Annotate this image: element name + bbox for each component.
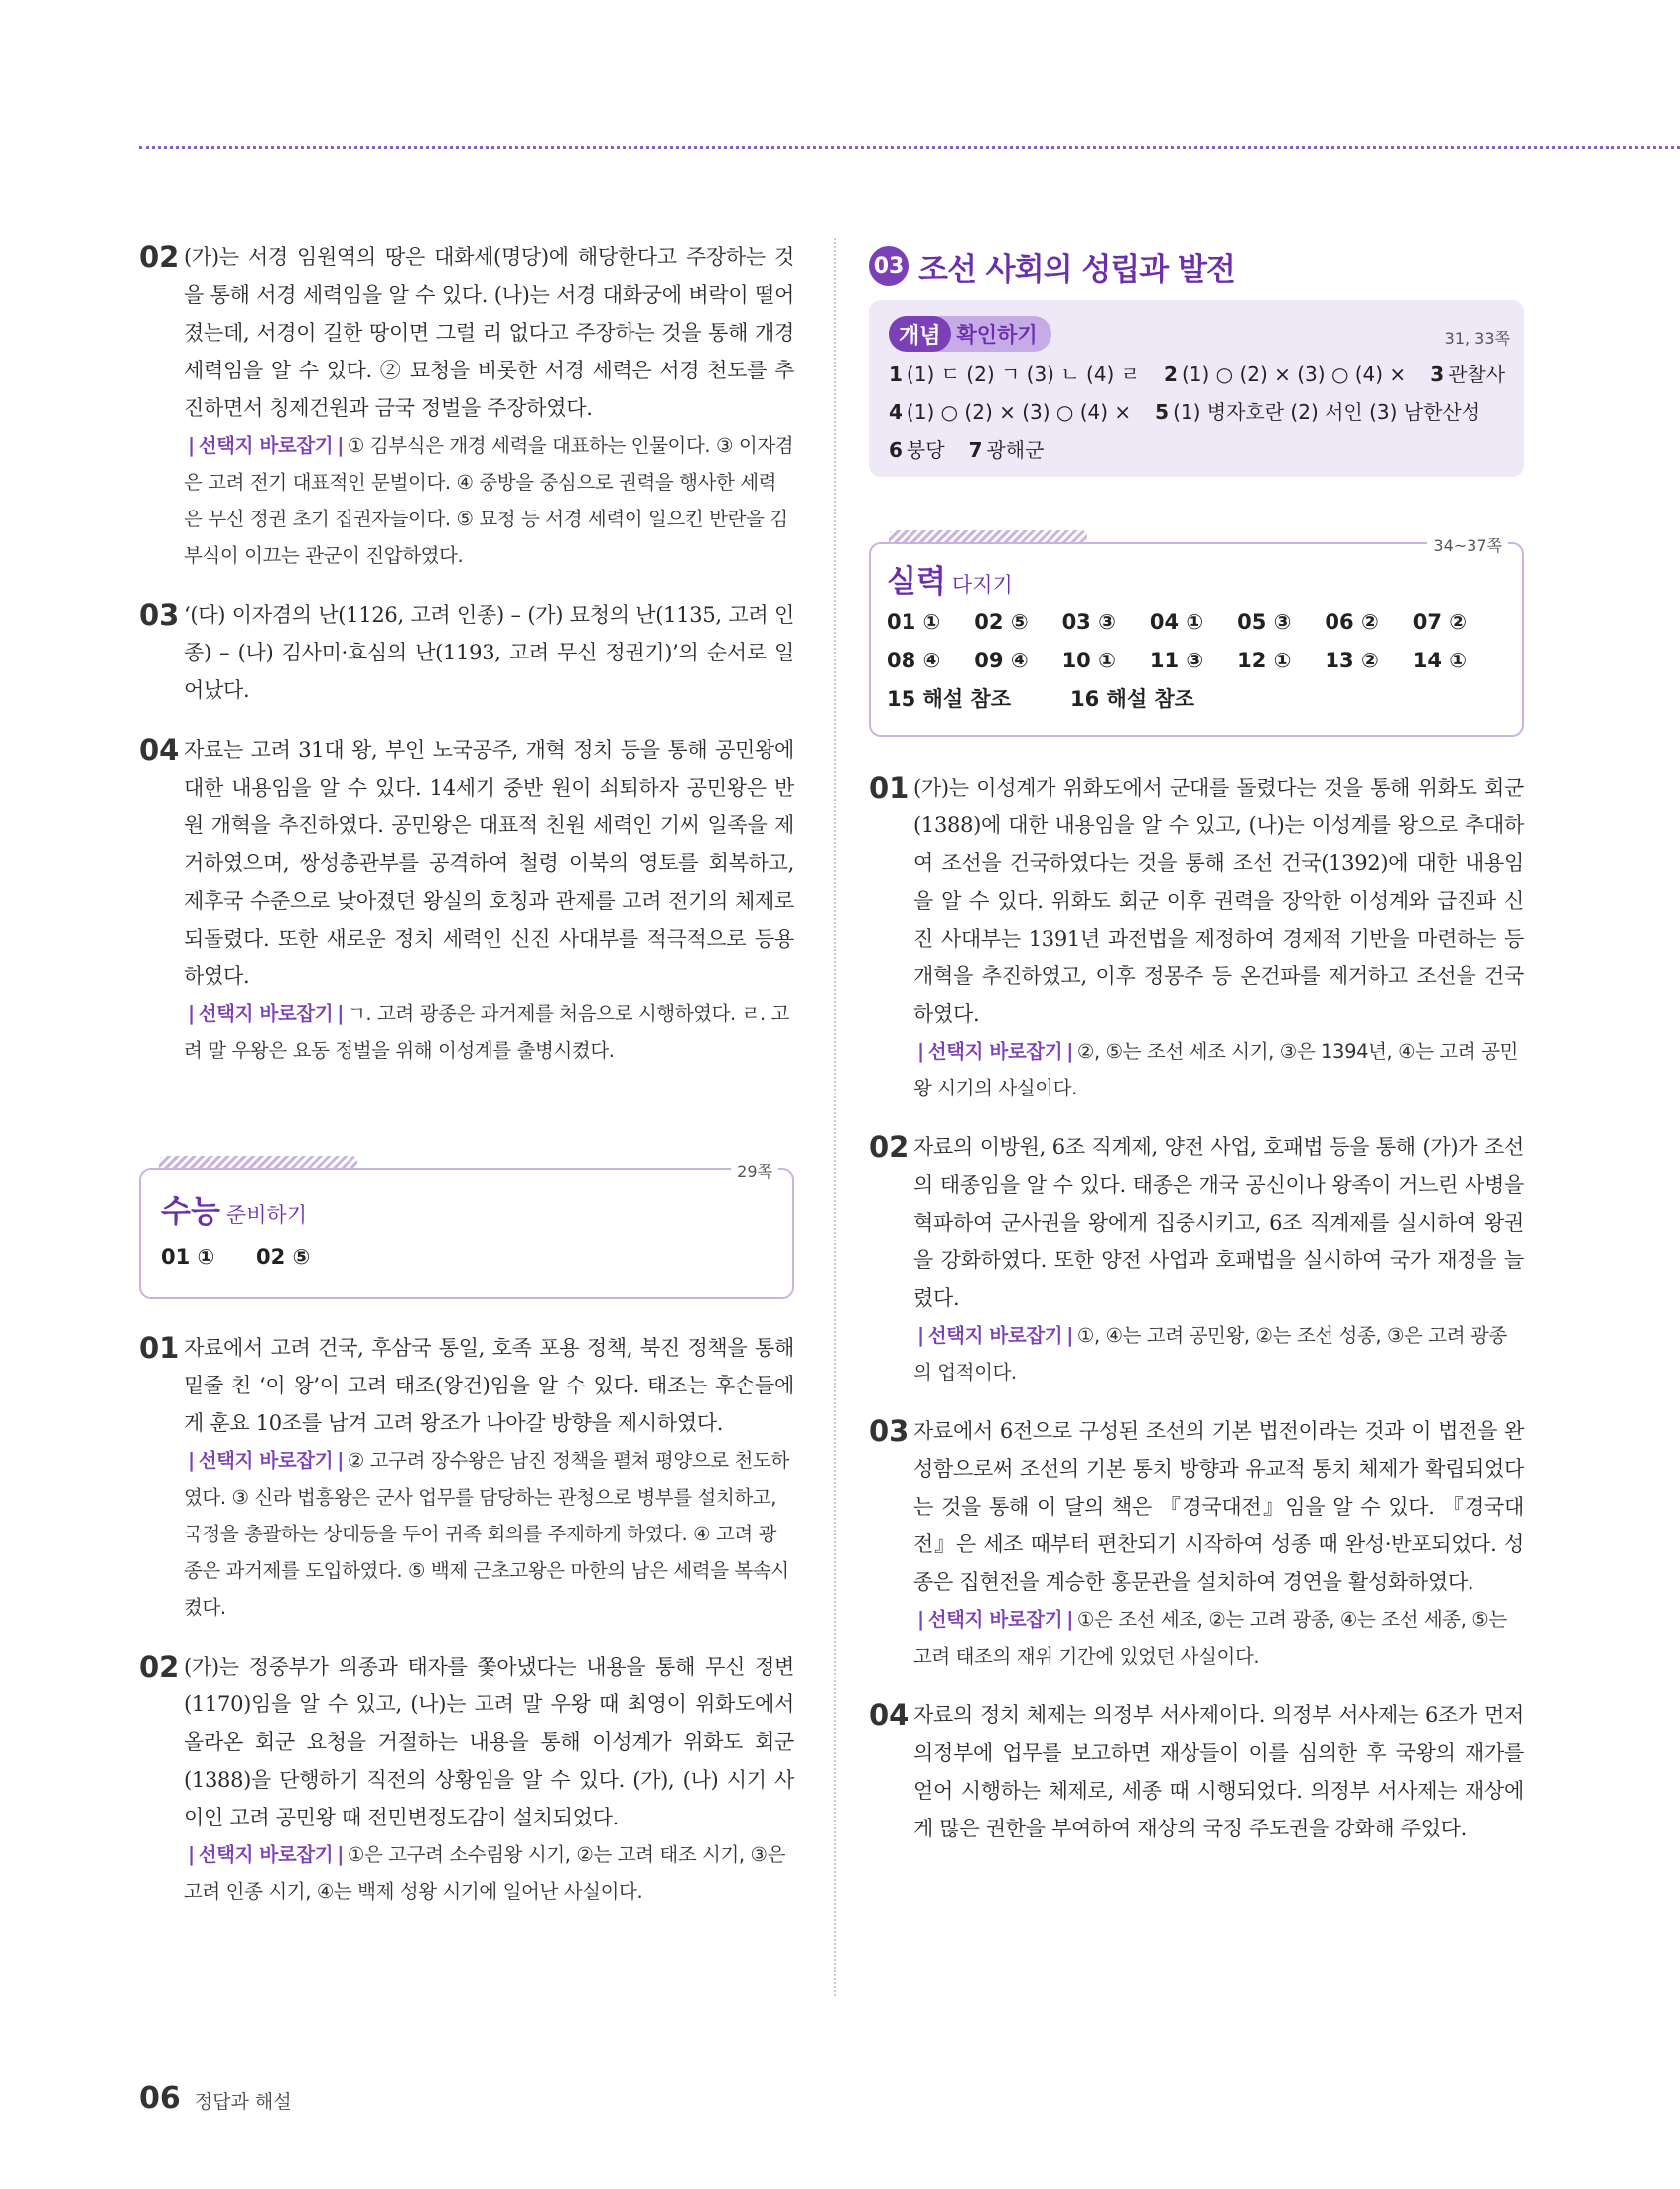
- choice-bar-left: |: [188, 1449, 195, 1472]
- item-number: 04: [869, 1698, 910, 1732]
- choice-bar-right: |: [337, 1843, 344, 1866]
- gaenyeom-val: (1) ㄷ (2) ㄱ (3) ㄴ (4) ㄹ: [906, 363, 1141, 386]
- left-explanations-b: [139, 1329, 794, 1910]
- choice-text: ㄱ. 고려 광종은 과거제를 처음으로 시행하였다. ㄹ. 고려 말 우왕은 요동 정벌을 위해 이성계를 출병시켰다.: [184, 1002, 790, 1062]
- gaenyeom-num: 5: [1155, 400, 1170, 424]
- item-number: 03: [869, 1414, 910, 1448]
- answer: 03 ③: [1061, 610, 1116, 634]
- answer: 15 해설 참조: [887, 687, 1011, 711]
- suneung-header: [161, 1186, 772, 1231]
- gaenyeom-row: [889, 356, 1504, 393]
- suneung-answers: [161, 1239, 772, 1277]
- column-divider: [834, 238, 836, 1996]
- choice-correction: [184, 1836, 794, 1910]
- choice-text: ①은 조선 세조, ②는 고려 광종, ④는 조선 세종, ⑤는 고려 태조의 재위 기간에 있었던 사실이다.: [913, 1608, 1507, 1668]
- choice-bar-left: |: [917, 1608, 924, 1631]
- answer: 04 ①: [1149, 610, 1204, 634]
- right-column: [869, 238, 1524, 1869]
- item-number: 02: [869, 1130, 910, 1164]
- gaenyeom-val: (1) ○ (2) × (3) ○ (4) ×: [906, 400, 1132, 424]
- choice-bar-left: |: [188, 434, 195, 457]
- choice-text: ②, ⑤는 조선 세조 시기, ③은 1394년, ④는 고려 공민왕 시기의 사실이다.: [913, 1040, 1518, 1099]
- gaenyeom-page-ref: 31, 33쪽: [1444, 329, 1510, 348]
- choice-text: ①은 고구려 소수림왕 시기, ②는 고려 태조 시기, ③은 고려 인종 시기, ④는 백제 성왕 시기에 일어난 사실이다.: [184, 1843, 786, 1903]
- choice-bar-right: |: [1066, 1324, 1073, 1347]
- top-dotted-rule: [139, 146, 1680, 149]
- choice-bar-right: |: [1066, 1040, 1073, 1063]
- explanation-item: [139, 731, 794, 1069]
- gaenyeom-val: (1) ○ (2) × (3) ○ (4) ×: [1181, 363, 1407, 386]
- gaenyeom-cell: [1164, 363, 1406, 386]
- choice-text: ② 고구려 장수왕은 남진 정책을 펼쳐 평양으로 천도하였다. ③ 신라 법흥왕은 군사 업무를 담당하는 관청으로 병부를 설치하고, 국정을 총괄하는 상대등을 두어 귀족 회의를 주재하게 하였다. ④ 고려 광종은 과거제를 도입하였다. ⑤ 백제 근초고왕은 마한의 남은 세력을 복속시켰다.: [184, 1449, 789, 1619]
- choice-correction: [184, 427, 794, 574]
- silryeok-header: [887, 556, 1500, 601]
- choice-text: ① 김부식은 개경 세력을 대표하는 인물이다. ③ 이자겸은 고려 전기 대표적인 문벌이다. ④ 중방을 중심으로 권력을 행사한 세력은 무신 정권 초기 집권자들이다. ⑤ 묘청 등 서경 세력이 일으킨 반란을 김부식이 이끄는 관군이 진압하였다.: [184, 434, 794, 567]
- answer: 09 ④: [974, 649, 1029, 672]
- box-tab-decoration: [889, 530, 1087, 544]
- explanation-item: [139, 1648, 794, 1910]
- choice-correction: [184, 995, 794, 1069]
- right-explanations: [869, 769, 1524, 1847]
- gaenyeom-pill-a: 개념: [889, 316, 951, 352]
- gaenyeom-num: 1: [889, 363, 903, 386]
- gaenyeom-val: 붕당: [906, 438, 945, 462]
- gaenyeom-num: 6: [889, 438, 903, 462]
- item-number: 02: [139, 1650, 180, 1683]
- answer: 07 ②: [1412, 610, 1468, 634]
- suneung-title: 수능: [161, 1194, 220, 1230]
- choice-tag: 선택지 바로잡기: [927, 1040, 1063, 1063]
- choice-bar-left: |: [917, 1324, 924, 1347]
- gaenyeom-num: 7: [968, 438, 983, 462]
- gaenyeom-cell: [1430, 363, 1505, 386]
- silryeok-title: 실력: [887, 564, 946, 600]
- gaenyeom-row: [889, 393, 1504, 431]
- gaenyeom-pill-b: 확인하기: [956, 323, 1038, 347]
- item-number: 04: [139, 733, 180, 767]
- gaenyeom-cell: [969, 438, 1045, 462]
- suneung-subtitle: 준비하기: [225, 1203, 308, 1227]
- choice-bar-right: |: [337, 434, 344, 457]
- gaenyeom-val: 관찰사: [1448, 363, 1506, 386]
- gaenyeom-cell: [1155, 400, 1480, 424]
- choice-correction: [913, 1317, 1524, 1390]
- item-text: (가)는 정중부가 의종과 태자를 쫓아냈다는 내용을 통해 무신 정변(1170)임을 알 수 있고, (나)는 고려 말 우왕 때 최영이 위화도에서 올라온 회군 요청을 거절하는 내용을 통해 이성계가 위화도 회군(1388)을 단행하기 직전의 상황임을 알 수 있다. (가), (나) 시기 사이인 고려 공민왕 때 전민변정도감이 설치되었다.: [184, 1655, 794, 1829]
- item-number: 01: [869, 771, 910, 804]
- gaenyeom-val: (1) 병자호란 (2) 서인 (3) 남한산성: [1173, 400, 1481, 424]
- choice-bar-right: |: [337, 1449, 344, 1472]
- gaenyeom-cell: [889, 400, 1131, 424]
- choice-correction: [184, 1442, 794, 1626]
- choice-tag: 선택지 바로잡기: [198, 1843, 334, 1866]
- answer: 06 ②: [1325, 610, 1379, 634]
- choice-tag: 선택지 바로잡기: [198, 434, 334, 457]
- item-text: (가)는 이성계가 위화도에서 군대를 돌렸다는 것을 통해 위화도 회군(1388)에 대한 내용임을 알 수 있고, (나)는 이성계를 왕으로 추대하여 조선을 건국하였다는 것을 통해 조선 건국(1392)에 대한 내용임을 알 수 있다. 위화도 회군 이후 권력을 장악한 이성계와 급진파 신진 사대부는 1391년 과전법을 제정하여 경제적 기반을 마련하는 등 개혁을 추진하였고, 이후 정몽주 등 온건파를 제거하고 조선을 건국하였다.: [913, 776, 1524, 1026]
- answer: 10 ①: [1061, 649, 1116, 672]
- choice-bar-right: |: [1066, 1608, 1073, 1631]
- section-title: 조선 사회의 성립과 발전: [918, 251, 1235, 288]
- item-text: 자료에서 고려 건국, 후삼국 통일, 호족 포용 정책, 북진 정책을 통해 밑줄 친 ‘이 왕’이 고려 태조(왕건)임을 알 수 있다. 태조는 후손들에게 훈요 10조를 남겨 고려 왕조가 나아갈 방향을 제시하였다.: [184, 1336, 794, 1435]
- gaenyeom-cell: [889, 363, 1140, 386]
- silryeok-page-ref: 34~37쪽: [1427, 533, 1508, 556]
- gaenyeom-num: 3: [1430, 363, 1445, 386]
- footer-label: 정답과 해설: [194, 2091, 292, 2113]
- answer: 01 ①: [161, 1245, 215, 1269]
- explanation-item: [869, 1412, 1524, 1675]
- silryeok-subtitle: 다지기: [951, 573, 1013, 597]
- item-text: (가)는 서경 임원역의 땅은 대화세(명당)에 해당한다고 주장하는 것을 통해 서경 세력임을 알 수 있다. (나)는 서경 대화궁에 벼락이 떨어졌는데, 서경이 길한 땅이면 그럴 리 없다고 주장하는 것을 통해 개경 세력임을 알 수 있다. ② 묘청을 비롯한 서경 세력은 서경 천도를 추진하면서 칭제건원과 금국 정벌을 주장하였다.: [184, 245, 794, 420]
- suneung-page-ref: 29쪽: [731, 1159, 778, 1182]
- explanation-item: [869, 1696, 1524, 1847]
- explanation-item: [139, 238, 794, 574]
- item-number: 02: [139, 240, 180, 274]
- item-text: 자료는 고려 31대 왕, 부인 노국공주, 개혁 정치 등을 통해 공민왕에 대한 내용임을 알 수 있다. 14세기 중반 원이 쇠퇴하자 공민왕은 반원 개혁을 추진하였다. 공민왕은 대표적 친원 세력인 기씨 일족을 제거하였으며, 쌍성총관부를 공격하여 철령 이북의 영토를 회복하고, 제후국 수준으로 낮아졌던 왕실의 호칭과 관제를 고려 전기의 체제로 되돌렸다. 또한 새로운 정치 세력인 신진 사대부를 적극적으로 등용하였다.: [184, 738, 794, 988]
- item-text: 자료에서 6전으로 구성된 조선의 기본 법전이라는 것과 이 법전을 완성함으로써 조선의 기본 통치 방향과 유교적 통치 체제가 확립되었다는 것을 통해 이 달의 책은 『경국대전』임을 알 수 있다. 『경국대전』은 세조 때부터 편찬되기 시작하여 성종 때 완성·반포되었다. 성종은 집현전을 계승한 홍문관을 설치하여 경연을 활성화하였다.: [913, 1419, 1524, 1594]
- answer: 13 ②: [1325, 649, 1379, 672]
- answer: 16 해설 참조: [1070, 687, 1194, 711]
- gaenyeom-box: [869, 300, 1524, 477]
- section-header: [869, 238, 1524, 294]
- box-tab-decoration: [159, 1156, 357, 1170]
- choice-bar-left: |: [188, 1843, 195, 1866]
- item-text: 자료의 정치 체제는 의정부 서사제이다. 의정부 서사제는 6조가 먼저 의정부에 업무를 보고하면 재상들이 이를 심의한 후 국왕의 재가를 얻어 시행하는 체제로, 세종 때 시행되었다. 의정부 서사제는 재상에게 많은 권한을 부여하여 재상의 국정 주도권을 강화해 주었다.: [913, 1703, 1524, 1840]
- choice-correction: [913, 1601, 1524, 1675]
- explanation-item: [139, 596, 794, 709]
- choice-tag: 선택지 바로잡기: [927, 1608, 1063, 1631]
- item-text: ‘(다) 이자겸의 난(1126, 고려 인종) – (가) 묘청의 난(1135, 고려 인종) – (나) 김사미·효심의 난(1193, 고려 무신 정권기)’의 순서로 일어났다.: [184, 603, 794, 702]
- choice-tag: 선택지 바로잡기: [198, 1002, 334, 1025]
- item-number: 03: [139, 598, 180, 632]
- choice-bar-left: |: [188, 1002, 195, 1025]
- gaenyeom-cell: [889, 438, 945, 462]
- answer: 12 ①: [1237, 649, 1292, 672]
- answer: 11 ③: [1149, 649, 1204, 672]
- gaenyeom-answers: [889, 356, 1504, 469]
- explanation-item: [869, 769, 1524, 1106]
- item-number: 01: [139, 1331, 180, 1365]
- explanation-item: [139, 1329, 794, 1626]
- left-column: [139, 238, 794, 1932]
- item-text: 자료의 이방원, 6조 직계제, 양전 사업, 호패법 등을 통해 (가)가 조선의 태종임을 알 수 있다. 태종은 개국 공신이나 왕족이 거느린 사병을 혁파하여 군사권을 왕에게 집중시키고, 6조 직계제를 실시하여 왕권을 강화하였다. 또한 양전 사업과 호패법을 실시하여 국가 재정을 늘렸다.: [913, 1135, 1524, 1310]
- answer: 14 ①: [1412, 649, 1468, 672]
- silryeok-answers: [887, 603, 1500, 680]
- gaenyeom-num: 2: [1164, 363, 1178, 386]
- choice-text: ①, ④는 고려 공민왕, ②는 조선 성종, ③은 고려 광종의 업적이다.: [913, 1324, 1507, 1384]
- answer: 08 ④: [887, 649, 941, 672]
- suneung-box: [139, 1162, 794, 1299]
- page-number: 06: [139, 2081, 181, 2116]
- silryeok-box: [869, 536, 1524, 737]
- page-footer: [139, 2081, 292, 2116]
- answer: 05 ③: [1237, 610, 1292, 634]
- gaenyeom-row: [889, 431, 1504, 469]
- choice-bar-right: |: [337, 1002, 344, 1025]
- gaenyeom-val: 광해군: [986, 438, 1045, 462]
- section-number-badge: 03: [869, 246, 909, 286]
- gaenyeom-num: 4: [889, 400, 903, 424]
- choice-correction: [913, 1033, 1524, 1106]
- explanation-item: [869, 1128, 1524, 1390]
- left-explanations-a: [139, 238, 794, 1069]
- silryeok-extra: [887, 680, 1500, 719]
- choice-tag: 선택지 바로잡기: [927, 1324, 1063, 1347]
- answer: 01 ①: [887, 610, 941, 634]
- choice-tag: 선택지 바로잡기: [198, 1449, 334, 1472]
- answer: 02 ⑤: [256, 1245, 311, 1269]
- choice-bar-left: |: [917, 1040, 924, 1063]
- answer: 02 ⑤: [974, 610, 1029, 634]
- gaenyeom-pill: [889, 316, 1051, 352]
